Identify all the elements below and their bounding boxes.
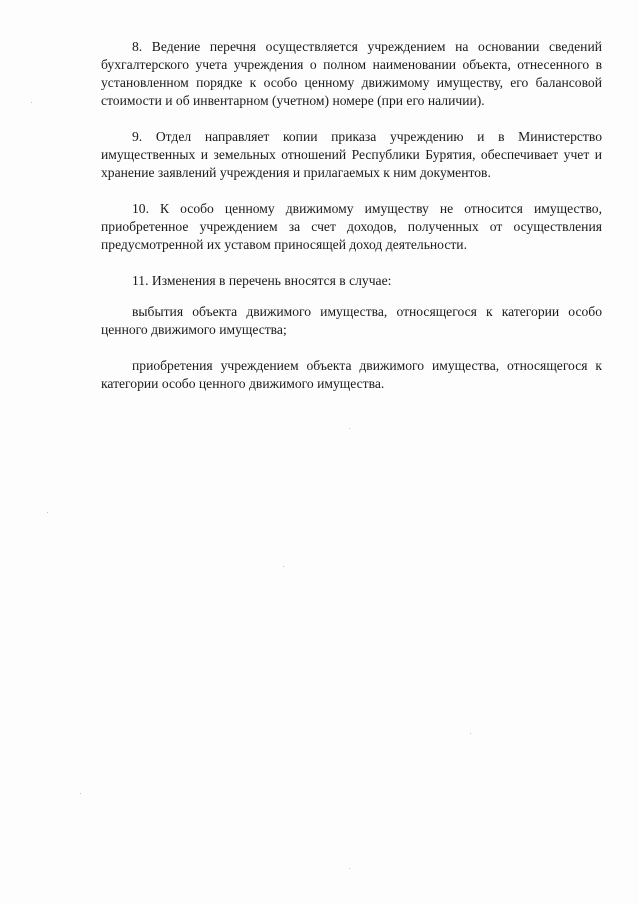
scan-speck [283, 566, 284, 567]
document-body [101, 38, 602, 411]
list-item-acquisition: приобретения учреждением объекта движимого имущества, относящегося к категории особо ценного движимого имущества. [101, 358, 602, 391]
paragraph-10: 10. К особо ценному движимому имуществу не относится имущество, приобретенное учреждением за счет доходов, полученных от осуществления предусмотренной их уставом приносящей доход деятельности. [101, 201, 602, 252]
scan-speck [349, 428, 350, 429]
paragraph-11: 11. Изменения в перечень вносятся в случае: [132, 273, 392, 288]
scan-speck [349, 868, 350, 869]
scan-speck [470, 733, 471, 734]
scan-speck [31, 102, 32, 103]
paragraph-8: 8. Ведение перечня осуществляется учреждением на основании сведений бухгалтерского учета учреждения о полном наименовании объекта, отнесенного в установленном порядке к особо ценному движимому имуществу, его балансовой стоимости и об инвентарном (учетном) номере (при его наличии). [101, 39, 602, 108]
paragraph-9: 9. Отдел направляет копии приказа учреждению и в Министерство имущественных и земельных отношений Республики Бурятия, обеспечивает учет и хранение заявлений учреждения и прилагаемых к ним документов. [101, 129, 602, 180]
list-item-disposal: выбытия объекта движимого имущества, относящегося к категории особо ценного движимого имущества; [101, 304, 602, 337]
scan-speck [47, 512, 48, 513]
scan-speck [80, 793, 81, 794]
